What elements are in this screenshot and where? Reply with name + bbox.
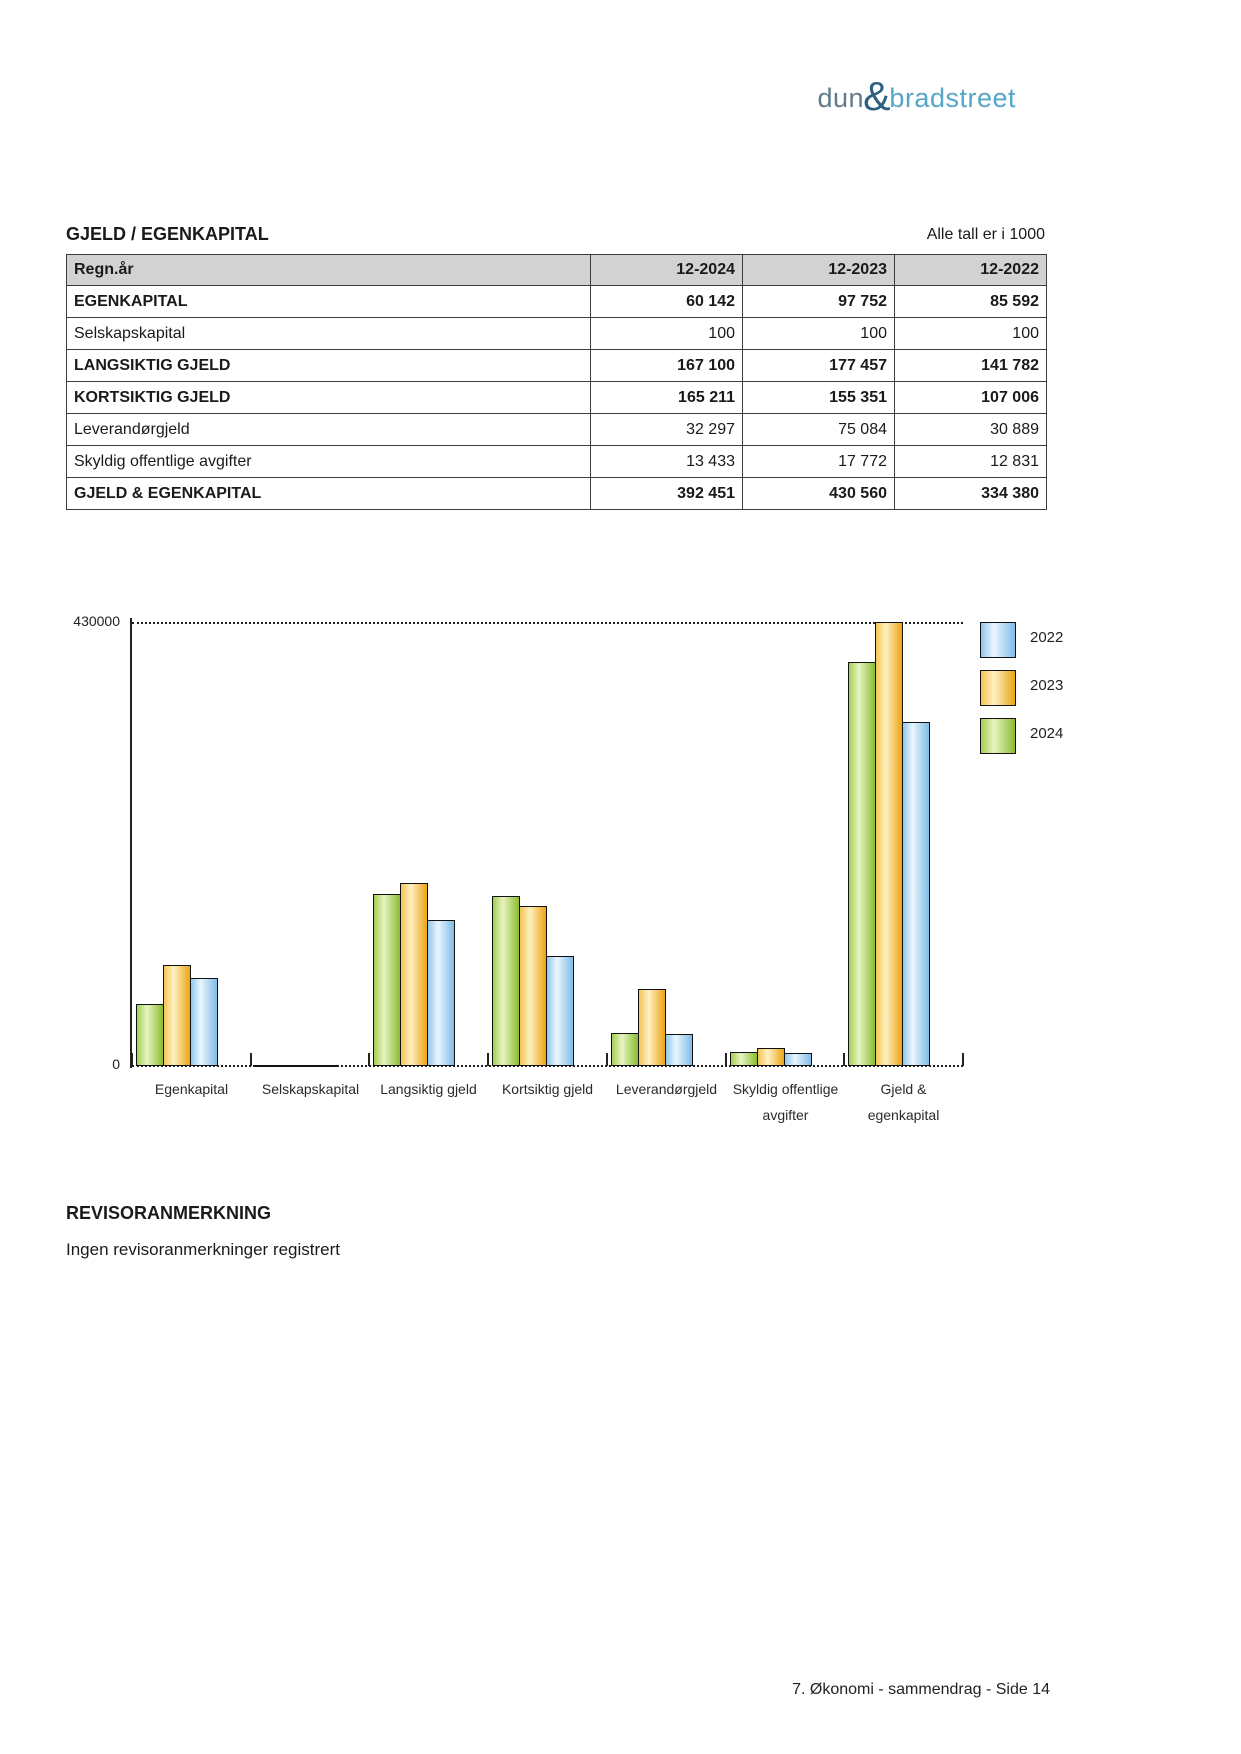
revisor-text: Ingen revisoranmerkninger registrert xyxy=(66,1240,341,1259)
row-value: 32 297 xyxy=(591,414,743,446)
row-value: 97 752 xyxy=(743,286,895,318)
row-value: 334 380 xyxy=(895,478,1047,510)
bar-2023 xyxy=(875,622,903,1066)
row-value: 12 831 xyxy=(895,446,1047,478)
x-axis-label: Skyldig offentlige avgifter xyxy=(732,1081,839,1123)
bar-2023 xyxy=(282,1065,310,1067)
row-value: 30 889 xyxy=(895,414,1047,446)
row-value: 141 782 xyxy=(895,350,1047,382)
legend-swatch-2022 xyxy=(980,622,1016,658)
y-axis-line xyxy=(130,618,132,1068)
table-header-label: Regn.år xyxy=(67,255,591,286)
axis-tick xyxy=(250,1053,252,1066)
legend-label: 2022 xyxy=(1030,629,1064,646)
row-value: 430 560 xyxy=(743,478,895,510)
legend-swatch-2024 xyxy=(980,718,1016,754)
table-row xyxy=(67,446,1047,478)
bar-2024 xyxy=(848,662,876,1066)
dun-bradstreet-logo xyxy=(817,70,1016,122)
y-axis-label-max: 430000 xyxy=(73,613,120,629)
baseline xyxy=(132,1065,963,1067)
table-row xyxy=(67,382,1047,414)
row-value: 17 772 xyxy=(743,446,895,478)
row-value: 177 457 xyxy=(743,350,895,382)
axis-tick xyxy=(131,1053,133,1066)
bar-2022 xyxy=(427,920,455,1066)
legend-item xyxy=(980,718,1100,758)
row-label: LANGSIKTIG GJELD xyxy=(67,350,591,382)
row-value: 13 433 xyxy=(591,446,743,478)
page-footer: 7. Økonomi - sammendrag - Side 14 xyxy=(792,1681,1050,1698)
row-value: 165 211 xyxy=(591,382,743,414)
axis-tick xyxy=(843,1053,845,1066)
bar-2023 xyxy=(638,989,666,1066)
gridline-ymax xyxy=(132,622,963,624)
legend-label: 2024 xyxy=(1030,725,1064,742)
row-value: 85 592 xyxy=(895,286,1047,318)
table-row xyxy=(67,478,1047,510)
x-axis-label: Leverandørgjeld xyxy=(615,1081,718,1097)
row-value: 167 100 xyxy=(591,350,743,382)
row-label: EGENKAPITAL xyxy=(67,286,591,318)
bar-2024 xyxy=(611,1033,639,1066)
financial-table xyxy=(66,254,1047,510)
revisor-heading: REVISORANMERKNING xyxy=(66,1203,272,1223)
logo-ampersand-icon: & xyxy=(863,73,891,119)
axis-tick xyxy=(368,1053,370,1066)
row-label: Leverandørgjeld xyxy=(67,414,591,446)
units-note: Alle tall er i 1000 xyxy=(926,226,1045,243)
axis-tick xyxy=(487,1053,489,1066)
bar-2023 xyxy=(519,906,547,1066)
row-label: Selskapskapital xyxy=(67,318,591,350)
bar-2022 xyxy=(309,1065,337,1067)
bar-2023 xyxy=(163,965,191,1066)
x-axis-label: Kortsiktig gjeld xyxy=(501,1081,594,1097)
legend-item xyxy=(980,670,1100,710)
table-row xyxy=(67,350,1047,382)
row-label: GJELD & EGENKAPITAL xyxy=(67,478,591,510)
x-axis-label: Langsiktig gjeld xyxy=(380,1081,477,1097)
row-value: 155 351 xyxy=(743,382,895,414)
x-axis-label: Gjeld & egenkapital xyxy=(867,1081,940,1123)
table-header-year: 12-2024 xyxy=(591,255,743,286)
logo-text-dun: dun xyxy=(817,83,865,113)
row-value: 107 006 xyxy=(895,382,1047,414)
bar-2024 xyxy=(255,1065,283,1067)
bar-2023 xyxy=(400,883,428,1066)
table-header-year: 12-2022 xyxy=(895,255,1047,286)
bar-2024 xyxy=(730,1052,758,1066)
row-value: 100 xyxy=(591,318,743,350)
table-header-year: 12-2023 xyxy=(743,255,895,286)
bar-2023 xyxy=(757,1048,785,1066)
row-label: KORTSIKTIG GJELD xyxy=(67,382,591,414)
legend-swatch-2023 xyxy=(980,670,1016,706)
x-axis-label: Selskapskapital xyxy=(261,1081,360,1097)
legend-item xyxy=(980,622,1100,662)
axis-tick xyxy=(725,1053,727,1066)
bar-2022 xyxy=(190,978,218,1066)
bar-2024 xyxy=(373,894,401,1066)
row-value: 60 142 xyxy=(591,286,743,318)
bar-2022 xyxy=(784,1053,812,1066)
bar-2022 xyxy=(902,722,930,1066)
bar-2024 xyxy=(136,1004,164,1066)
table-row xyxy=(67,318,1047,350)
axis-tick xyxy=(606,1053,608,1066)
legend-label: 2023 xyxy=(1030,677,1064,694)
table-row xyxy=(67,414,1047,446)
logo-text-bradstreet: bradstreet xyxy=(889,83,1016,113)
row-value: 392 451 xyxy=(591,478,743,510)
section-title: GJELD / EGENKAPITAL xyxy=(66,224,269,244)
row-value: 100 xyxy=(743,318,895,350)
bar-2024 xyxy=(492,896,520,1066)
row-label: Skyldig offentlige avgifter xyxy=(67,446,591,478)
x-axis-label: Egenkapital xyxy=(154,1081,229,1097)
y-axis-label-zero: 0 xyxy=(112,1056,120,1072)
row-value: 75 084 xyxy=(743,414,895,446)
table-row xyxy=(67,286,1047,318)
bar-2022 xyxy=(546,956,574,1066)
bar-2022 xyxy=(665,1034,693,1066)
table-header-row xyxy=(67,255,1047,286)
row-value: 100 xyxy=(895,318,1047,350)
axis-tick xyxy=(962,1053,964,1066)
